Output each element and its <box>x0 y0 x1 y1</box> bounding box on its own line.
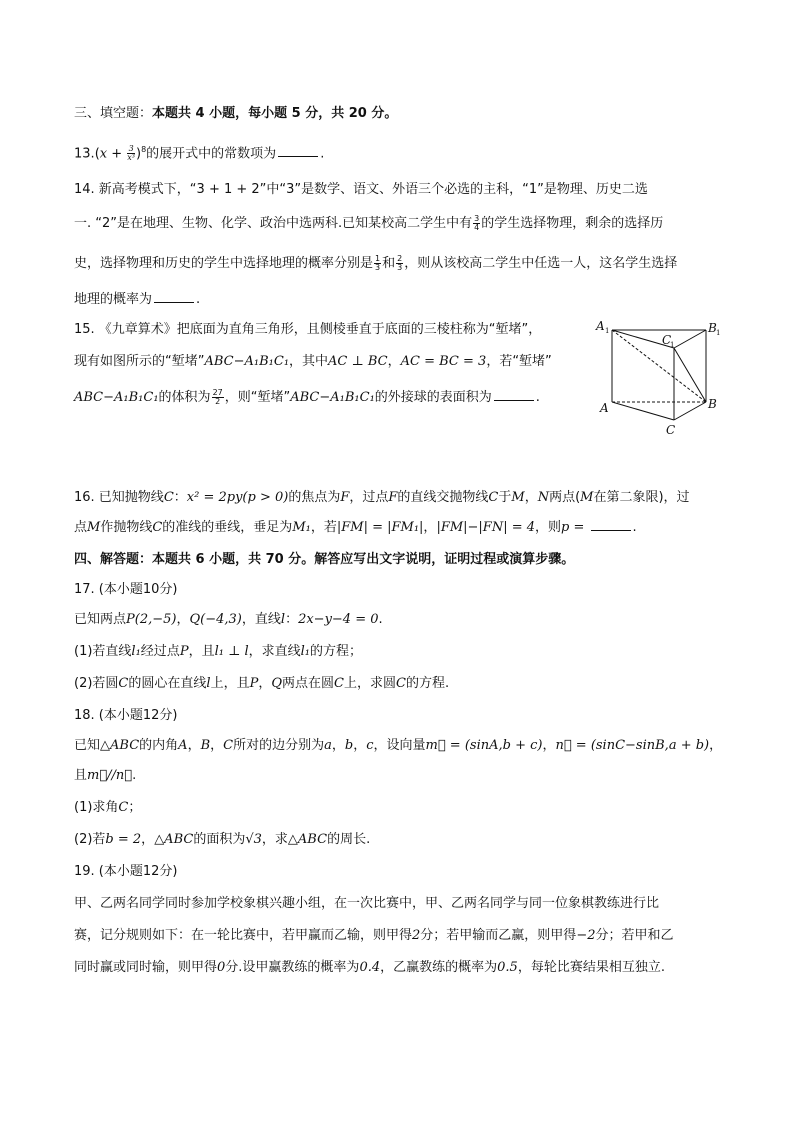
fraction <box>473 215 480 232</box>
question-text: 分.设甲赢教练的概率为 <box>225 960 360 975</box>
question-15-line-3 <box>74 388 540 408</box>
math-var: x <box>99 146 108 162</box>
math-var: F <box>388 490 398 505</box>
math-expr: |FM|−|FN| = 4 <box>436 520 536 535</box>
question-text: ，则“堑堵” <box>224 390 291 405</box>
section-heading-prefix: 三、填空题： <box>74 106 153 121</box>
question-19-line-2 <box>74 926 674 946</box>
question-text: ，每轮比赛结果相互独立. <box>517 960 665 975</box>
exponent: 8 <box>141 145 147 154</box>
question-18-header: 18. (本小题12分) <box>74 708 178 723</box>
question-text: ，过点 <box>349 490 389 505</box>
math-var: b <box>344 738 354 753</box>
question-18-stem-1 <box>74 736 722 756</box>
fraction <box>127 145 135 162</box>
math-var: Q <box>271 676 283 691</box>
math-num: 0.4 <box>359 960 381 975</box>
question-text: ， <box>176 612 190 627</box>
question-text: 的圆心在直线 <box>128 676 207 691</box>
fraction-num: 2 <box>397 254 403 263</box>
question-text: 的面积为 <box>193 832 246 847</box>
label-C1: C <box>662 333 672 347</box>
math-expr: p = <box>561 520 589 535</box>
question-text: ，乙赢教练的概率为 <box>380 960 498 975</box>
label-A1-sub: 1 <box>605 327 610 335</box>
math-var: C <box>118 676 129 691</box>
math-var: l₁ <box>300 644 310 659</box>
math-var: C <box>223 738 234 753</box>
question-text: 已知两点 <box>74 612 127 627</box>
math-expr: x² = 2py(p > 0) <box>186 490 289 505</box>
question-text: 两点在圆 <box>282 676 335 691</box>
question-text: 的准线的垂线，垂足为 <box>162 520 293 535</box>
question-13 <box>74 140 324 164</box>
period: . <box>320 146 325 162</box>
question-number: 13. <box>74 146 95 162</box>
question-text: ， <box>353 738 367 753</box>
question-text: ， <box>210 738 224 753</box>
answer-blank <box>278 144 318 157</box>
question-text: 史，选择物理和历史的学生中选择地理的概率分别是 <box>74 256 374 271</box>
math-var: M <box>580 490 594 505</box>
question-18-stem-2 <box>74 766 136 786</box>
question-19-line-3 <box>74 958 665 978</box>
period: . <box>132 768 137 783</box>
question-text: 一. “2”是在地理、生物、化学、政治中选两科.已知某校高二学生中有 <box>74 216 473 231</box>
period: . <box>196 292 201 307</box>
question-text: ，求 <box>261 832 288 847</box>
math-var: M <box>87 520 101 535</box>
section-heading-fill-blank <box>74 104 397 124</box>
question-text: ， <box>542 738 556 753</box>
answer-blank <box>154 290 194 303</box>
math-expr: AC ⊥ BC <box>328 354 388 369</box>
question-text: 在第二象限)，过 <box>593 490 690 505</box>
question-text: 和 <box>382 256 396 271</box>
math-var: C <box>396 676 406 691</box>
math-expr: 2x−y−4 = 0 <box>298 612 379 627</box>
question-text: ，直线 <box>241 612 281 627</box>
math-expr: |FM| = |FM₁| <box>336 520 424 535</box>
math-num: 0 <box>217 960 226 975</box>
question-text: ，若“堑堵” <box>486 354 552 369</box>
question-text: 分；若甲和乙 <box>595 928 674 943</box>
period: . <box>378 612 383 627</box>
question-text: 的直线交抛物线 <box>397 490 489 505</box>
question-text: 的展开式中的常数项为 <box>146 146 277 162</box>
math-expr: l₁ ⊥ l <box>214 644 249 659</box>
math-expr: m⃗ = (sinA,b + c) <box>425 738 543 753</box>
diagonal-C1-B <box>674 348 706 402</box>
edge-C1-B1 <box>674 330 706 348</box>
question-text: (1)求角 <box>74 800 119 815</box>
math-var: a <box>324 738 332 753</box>
math-expr: n⃗ = (sinC−sinB,a + b) <box>555 738 710 753</box>
question-text: 的外接球的表面积为 <box>374 390 492 405</box>
question-text: ，且 <box>188 644 215 659</box>
math-var: C <box>118 800 129 815</box>
fraction-num: 1 <box>375 254 381 263</box>
fraction-den: 3 <box>397 263 403 272</box>
label-B1-sub: 1 <box>716 329 721 337</box>
question-14-line-1: 14. 新高考模式下，“3 + 1 + 2”中“3”是数学、语文、外语三个必选的主科，“1”是物理、历史二选 <box>74 182 648 197</box>
question-14-line-4 <box>74 290 200 310</box>
question-text: 的方程； <box>310 644 363 659</box>
question-text: 分；若甲输而乙赢，则甲得 <box>420 928 577 943</box>
question-text: ； <box>128 800 142 815</box>
question-text: 上，且 <box>210 676 250 691</box>
math-num: −2 <box>576 928 596 943</box>
question-text: 的焦点为 <box>288 490 341 505</box>
question-text: 两点( <box>549 490 581 505</box>
label-C1-sub: 1 <box>670 341 675 349</box>
question-17-part-2 <box>74 674 449 694</box>
question-17-part-1 <box>74 642 362 662</box>
math-var: l₁ <box>131 644 141 659</box>
question-text: 上，求圆 <box>343 676 396 691</box>
question-text: ， <box>141 832 155 847</box>
math-var: N <box>537 490 550 505</box>
math-var: M <box>511 490 525 505</box>
math-expr: △ABC <box>287 832 328 847</box>
math-expr: △ABC <box>154 832 194 847</box>
prism-figure <box>590 318 730 438</box>
question-text: 现有如图所示的“堑堵” <box>74 354 205 369</box>
paren: ) <box>136 146 142 162</box>
label-A1: A <box>596 319 605 333</box>
question-text: 的内角 <box>139 738 179 753</box>
section-heading-rest: 本题共 4 小题，每小题 5 分，共 20 分。 <box>152 106 398 121</box>
math-expr: ABC−A₁B₁C₁ <box>290 390 375 405</box>
edge-C-B <box>674 402 706 420</box>
math-expr: Q(−4,3) <box>189 612 242 627</box>
question-text: ，则从该校高二学生中任选一人，这名学生选择 <box>404 256 678 271</box>
math-expr: △ABC <box>100 738 140 753</box>
answer-blank <box>494 388 534 401</box>
question-18-part-2 <box>74 830 370 850</box>
fraction-den: 4 <box>474 223 480 232</box>
fraction <box>396 255 403 272</box>
fraction-num: 3 <box>474 214 480 223</box>
question-text: 经过点 <box>140 644 180 659</box>
question-19-header: 19. (本小题12分) <box>74 864 178 879</box>
math-var: F <box>340 490 350 505</box>
question-14-line-3 <box>74 254 677 274</box>
fraction-num: 27 <box>212 388 223 397</box>
question-text: 地理的概率为 <box>74 292 153 307</box>
question-text: 赛，记分规则如下：在一轮比赛中，若甲赢而乙输，则甲得 <box>74 928 413 943</box>
fraction-den: 3 <box>375 263 381 272</box>
question-15-line-1: 15. 《九章算术》把底面为直角三角形，且侧棱垂直于底面的三棱柱称为“堑堵”， <box>74 322 542 337</box>
question-text: ，其中 <box>289 354 329 369</box>
period: . <box>535 390 540 405</box>
question-text: ， <box>524 490 538 505</box>
edge-A-C <box>612 402 674 420</box>
math-expr: b = 2 <box>105 832 142 847</box>
question-text: 的周长. <box>327 832 371 847</box>
math-var: c <box>366 738 374 753</box>
label-C: C <box>666 423 676 437</box>
label-A: A <box>600 401 609 415</box>
question-text: (1)若直线 <box>74 644 132 659</box>
question-text: 同时赢或同时输，则甲得 <box>74 960 218 975</box>
question-17-stem <box>74 610 383 630</box>
question-text: 点 <box>74 520 88 535</box>
question-16-line-1 <box>74 488 690 508</box>
math-var: C <box>488 490 499 505</box>
question-text: 16. 已知抛物线 <box>74 490 164 505</box>
question-text: ，若 <box>310 520 337 535</box>
question-text: ： <box>285 612 299 627</box>
question-17-header: 17. (本小题10分) <box>74 582 178 597</box>
question-text: ， <box>331 738 345 753</box>
math-num: 0.5 <box>497 960 518 975</box>
fraction <box>374 255 381 272</box>
math-expr: AC = BC = 3 <box>400 354 487 369</box>
section-heading-rest: 本题共 6 小题，共 70 分。解答应写出文字说明，证明过程或演算步骤。 <box>152 552 575 567</box>
question-text: (2)若 <box>74 832 106 847</box>
math-var: l <box>280 612 286 627</box>
question-text: ， <box>709 738 723 753</box>
question-14-line-2 <box>74 214 663 234</box>
paren: ( <box>94 146 100 162</box>
question-text: ，设向量 <box>373 738 426 753</box>
diagonal-A1-B-hidden <box>612 330 706 402</box>
question-text: 已知 <box>74 738 101 753</box>
question-text: 的体积为 <box>158 390 211 405</box>
question-text: ，则 <box>535 520 562 535</box>
fraction-den: 2 <box>215 397 221 406</box>
question-text: 的学生选择物理，剩余的选择历 <box>481 216 664 231</box>
period: . <box>632 520 637 535</box>
section-heading-prefix: 四、解答题： <box>74 552 153 567</box>
fraction <box>212 389 224 406</box>
question-text: ， <box>423 520 437 535</box>
question-text: ， <box>187 738 201 753</box>
answer-blank <box>591 518 631 531</box>
question-19-line-1: 甲、乙两名同学同时参加学校象棋兴趣小组，在一次比赛中，甲、乙两名同学与同一位象棋教练进行比 <box>74 896 660 911</box>
math-expr: ABC−A₁B₁C₁ <box>74 390 159 405</box>
section-heading-solve <box>74 550 574 570</box>
math-expr: √3 <box>245 832 262 847</box>
question-text: 于 <box>498 490 512 505</box>
question-text: ： <box>173 490 187 505</box>
fraction-num: 3 <box>128 144 134 154</box>
math-var: C <box>334 676 344 691</box>
question-text: ，求直线 <box>248 644 301 659</box>
math-var: A <box>178 738 188 753</box>
fraction-den: x³ <box>127 153 135 163</box>
math-num: 2 <box>412 928 421 943</box>
math-expr: P(2,−5) <box>126 612 177 627</box>
math-expr: ABC−A₁B₁C₁ <box>204 354 290 369</box>
label-B1: B <box>708 321 717 335</box>
question-18-part-1 <box>74 798 141 818</box>
math-var: B <box>200 738 211 753</box>
label-B: B <box>708 397 717 411</box>
question-text: 的方程. <box>405 676 450 691</box>
math-var: C <box>152 520 163 535</box>
math-var: P <box>249 676 259 691</box>
question-text: 作抛物线 <box>100 520 153 535</box>
question-15-line-2 <box>74 352 552 372</box>
math-var: l <box>206 676 211 691</box>
math-op: + <box>107 146 127 162</box>
math-var: M₁ <box>292 520 311 535</box>
question-text: 所对的边分别为 <box>233 738 325 753</box>
question-text: (2)若圆 <box>74 676 119 691</box>
math-var: P <box>179 644 189 659</box>
math-expr: m⃗//n⃗ <box>87 768 133 783</box>
math-var: C <box>163 490 174 505</box>
question-text: ， <box>258 676 272 691</box>
question-16-line-2 <box>74 518 637 538</box>
question-text: 且 <box>74 768 88 783</box>
question-text: ， <box>387 354 401 369</box>
